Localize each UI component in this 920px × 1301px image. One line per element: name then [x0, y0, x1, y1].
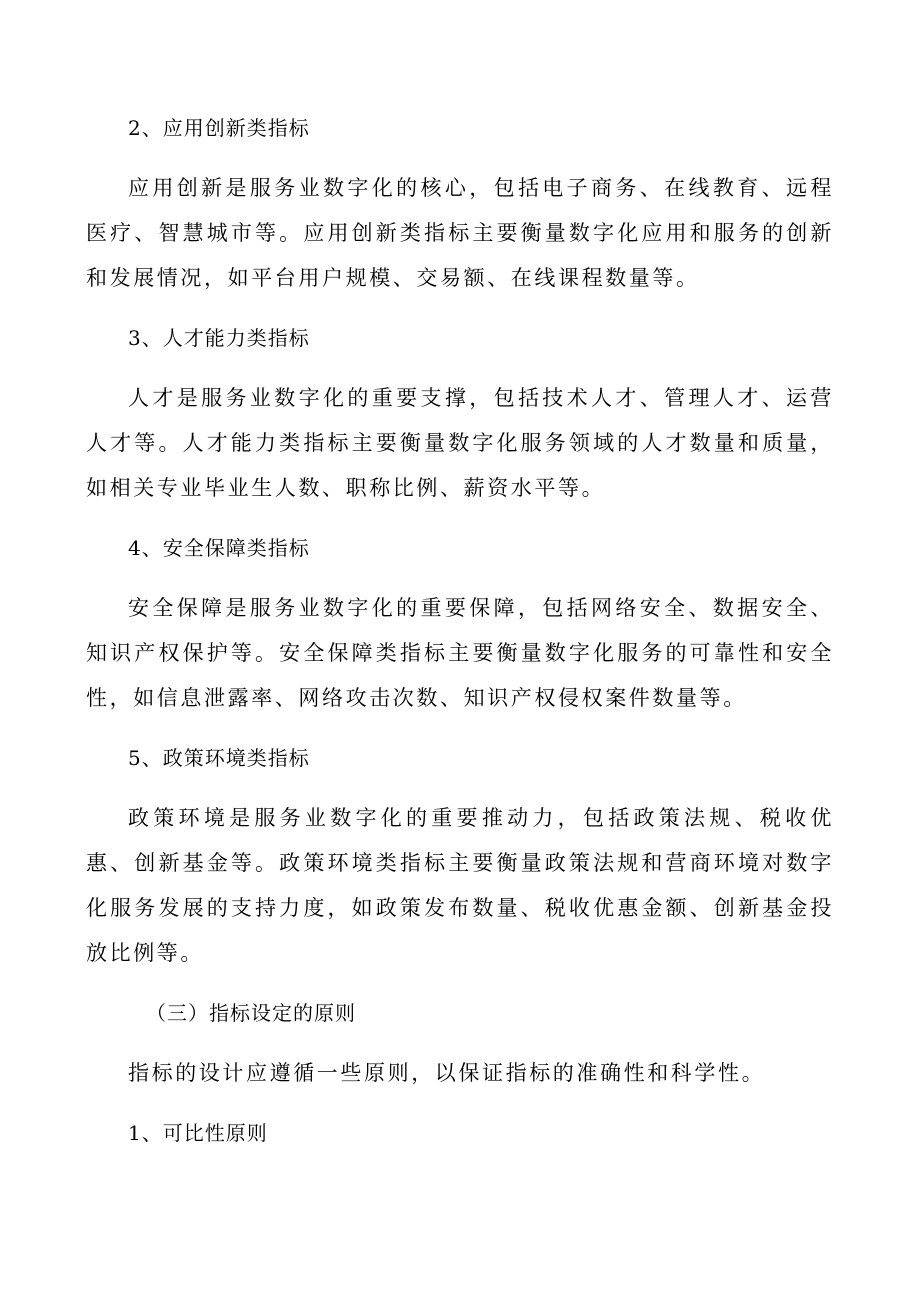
section-heading-policy-environment: 5、政策环境类指标 — [128, 746, 310, 770]
paragraph-security-assurance: 安全保障是服务业数字化的重要保障，包括网络安全、数据安全、知识产权保护等。安全保障类指标主要衡量数字化服务的可靠性和安全性，如信息泄露率、网络攻击次数、知识产权侵权案件数量等。 — [86, 596, 834, 710]
section-heading-application-innovation: 2、应用创新类指标 — [128, 116, 310, 140]
spacer — [86, 721, 834, 736]
spacer — [86, 781, 834, 796]
spacer — [86, 361, 834, 376]
paragraph-application-innovation: 应用创新是服务业数字化的核心，包括电子商务、在线教育、远程医疗、智慧城市等。应用创新类指标主要衡量数字化应用和服务的创新和发展情况，如平台用户规模、交易额、在线课程数量等。 — [86, 176, 834, 290]
spacer — [86, 301, 834, 316]
section-heading-comparability-principle: 1、可比性原则 — [128, 1121, 268, 1145]
spacer — [86, 976, 834, 991]
spacer — [86, 1036, 834, 1051]
spacer — [86, 1096, 834, 1111]
spacer — [86, 511, 834, 526]
paragraph-indicator-principles: 指标的设计应遵循一些原则，以保证指标的准确性和科学性。 — [128, 1061, 766, 1085]
subsection-heading-indicator-principles: （三）指标设定的原则 — [146, 1001, 356, 1025]
paragraph-policy-environment: 政策环境是服务业数字化的重要推动力，包括政策法规、税收优惠、创新基金等。政策环境类指标主要衡量政策法规和营商环境对数字化服务发展的支持力度，如政策发布数量、税收优惠金额、创新基金投放比例等。 — [86, 806, 834, 965]
section-heading-talent-capability: 3、人才能力类指标 — [128, 326, 310, 350]
spacer — [86, 571, 834, 586]
paragraph-talent-capability: 人才是服务业数字化的重要支撑，包括技术人才、管理人才、运营人才等。人才能力类指标主要衡量数字化服务领域的人才数量和质量，如相关专业毕业生人数、职称比例、薪资水平等。 — [86, 386, 834, 500]
spacer — [86, 151, 834, 166]
section-heading-security-assurance: 4、安全保障类指标 — [128, 536, 310, 560]
